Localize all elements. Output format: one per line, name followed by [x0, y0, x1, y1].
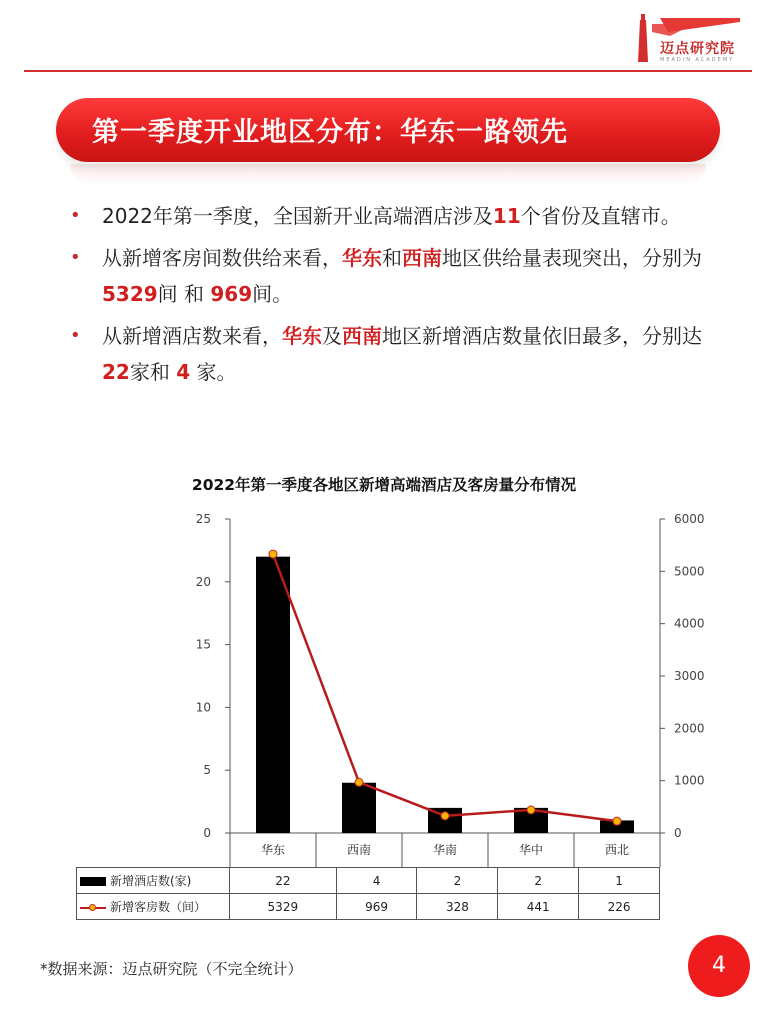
series-name: 新增客房数（间）: [110, 900, 207, 914]
body-text: 从新增客房间数供给来看，: [102, 246, 342, 270]
highlight-text: 11: [492, 204, 521, 228]
body-text: 及: [322, 324, 342, 348]
body-text: 2022年第一季度，全国新开业高端酒店涉及: [102, 204, 493, 228]
table-cell: 969: [336, 894, 417, 920]
bullet-dot-icon: •: [70, 247, 81, 268]
bar-hotels: [342, 783, 376, 833]
chart-data-table: [76, 867, 660, 920]
brand-tagline: MEADIN ACADEMY: [660, 57, 735, 63]
body-text: 间。: [252, 282, 293, 306]
y-left-tick-label: 10: [195, 700, 211, 715]
bullet-dot-icon: •: [70, 205, 81, 226]
highlight-text: 西南: [342, 324, 382, 348]
body-text: 家和: [129, 360, 177, 384]
y-left-tick-label: 15: [195, 637, 211, 652]
table-cell: 5329: [230, 894, 337, 920]
table-cell: 2: [417, 868, 498, 894]
body-text: 个省份及直辖市。: [520, 204, 681, 228]
y-right-tick-label: 1000: [674, 773, 705, 788]
x-tick-label: 华南: [432, 843, 458, 857]
y-left-tick-label: 20: [195, 574, 211, 589]
highlight-text: 华东: [282, 324, 322, 348]
table-row-hotels: [77, 868, 660, 894]
legend-rooms: [77, 894, 230, 920]
table-cell: 226: [579, 894, 660, 920]
page-title: 第一季度开业地区分布：华东一路领先: [92, 117, 568, 148]
table-cell: 2: [498, 868, 579, 894]
table-cell: 1: [579, 868, 660, 894]
highlight-text: 22: [102, 360, 130, 384]
legend-hotels: [77, 868, 230, 894]
table-cell: 22: [230, 868, 337, 894]
line-point: [269, 550, 277, 558]
data-source-note: *数据来源：迈点研究院（不完全统计）: [40, 960, 303, 978]
body-text: 和: [382, 246, 402, 270]
bar-hotels: [256, 557, 290, 833]
x-tick-label: 华东: [260, 843, 286, 857]
y-right-tick-label: 3000: [674, 669, 705, 683]
page-number: 4: [688, 935, 750, 997]
x-tick-label: 西南: [346, 843, 372, 857]
y-left-tick-label: 5: [203, 763, 211, 778]
y-left-tick-label: 25: [195, 512, 211, 526]
body-text: 地区供给量表现突出，分别为: [442, 246, 702, 270]
table-cell: 4: [336, 868, 417, 894]
table-row-rooms: [77, 894, 660, 920]
body-text: 地区新增酒店数量依旧最多，分别达: [382, 324, 702, 348]
bar-swatch-icon: [80, 877, 106, 886]
brand-name: 迈点研究院: [660, 41, 735, 57]
chart-title: 2022年第一季度各地区新增高端酒店及客房量分布情况: [191, 476, 577, 494]
x-tick-label: 西北: [604, 843, 630, 857]
highlight-text: 西南: [402, 246, 442, 270]
y-right-tick-label: 0: [674, 826, 682, 840]
line-swatch-icon: [80, 903, 106, 912]
line-point: [613, 817, 621, 825]
y-left-tick-label: 0: [203, 826, 211, 840]
line-rooms: [273, 554, 617, 821]
highlight-text: 华东: [342, 246, 382, 270]
y-right-tick-label: 5000: [674, 564, 705, 579]
line-point: [527, 806, 535, 814]
table-cell: 328: [417, 894, 498, 920]
y-right-tick-label: 6000: [674, 512, 705, 526]
highlight-text: 5329: [102, 282, 158, 306]
body-text: 从新增酒店数来看，: [102, 324, 282, 348]
line-point: [441, 812, 449, 820]
y-right-tick-label: 2000: [674, 721, 705, 736]
bullet-dot-icon: •: [70, 325, 81, 346]
series-name: 新增酒店数(家): [110, 874, 192, 888]
y-right-tick-label: 4000: [674, 616, 705, 631]
x-tick-label: 华中: [518, 843, 544, 857]
body-text: 间 和: [157, 282, 211, 306]
highlight-text: 4: [176, 360, 191, 384]
body-text: 家。: [190, 360, 237, 384]
line-point: [355, 778, 363, 786]
highlight-text: 969: [210, 282, 253, 306]
table-cell: 441: [498, 894, 579, 920]
